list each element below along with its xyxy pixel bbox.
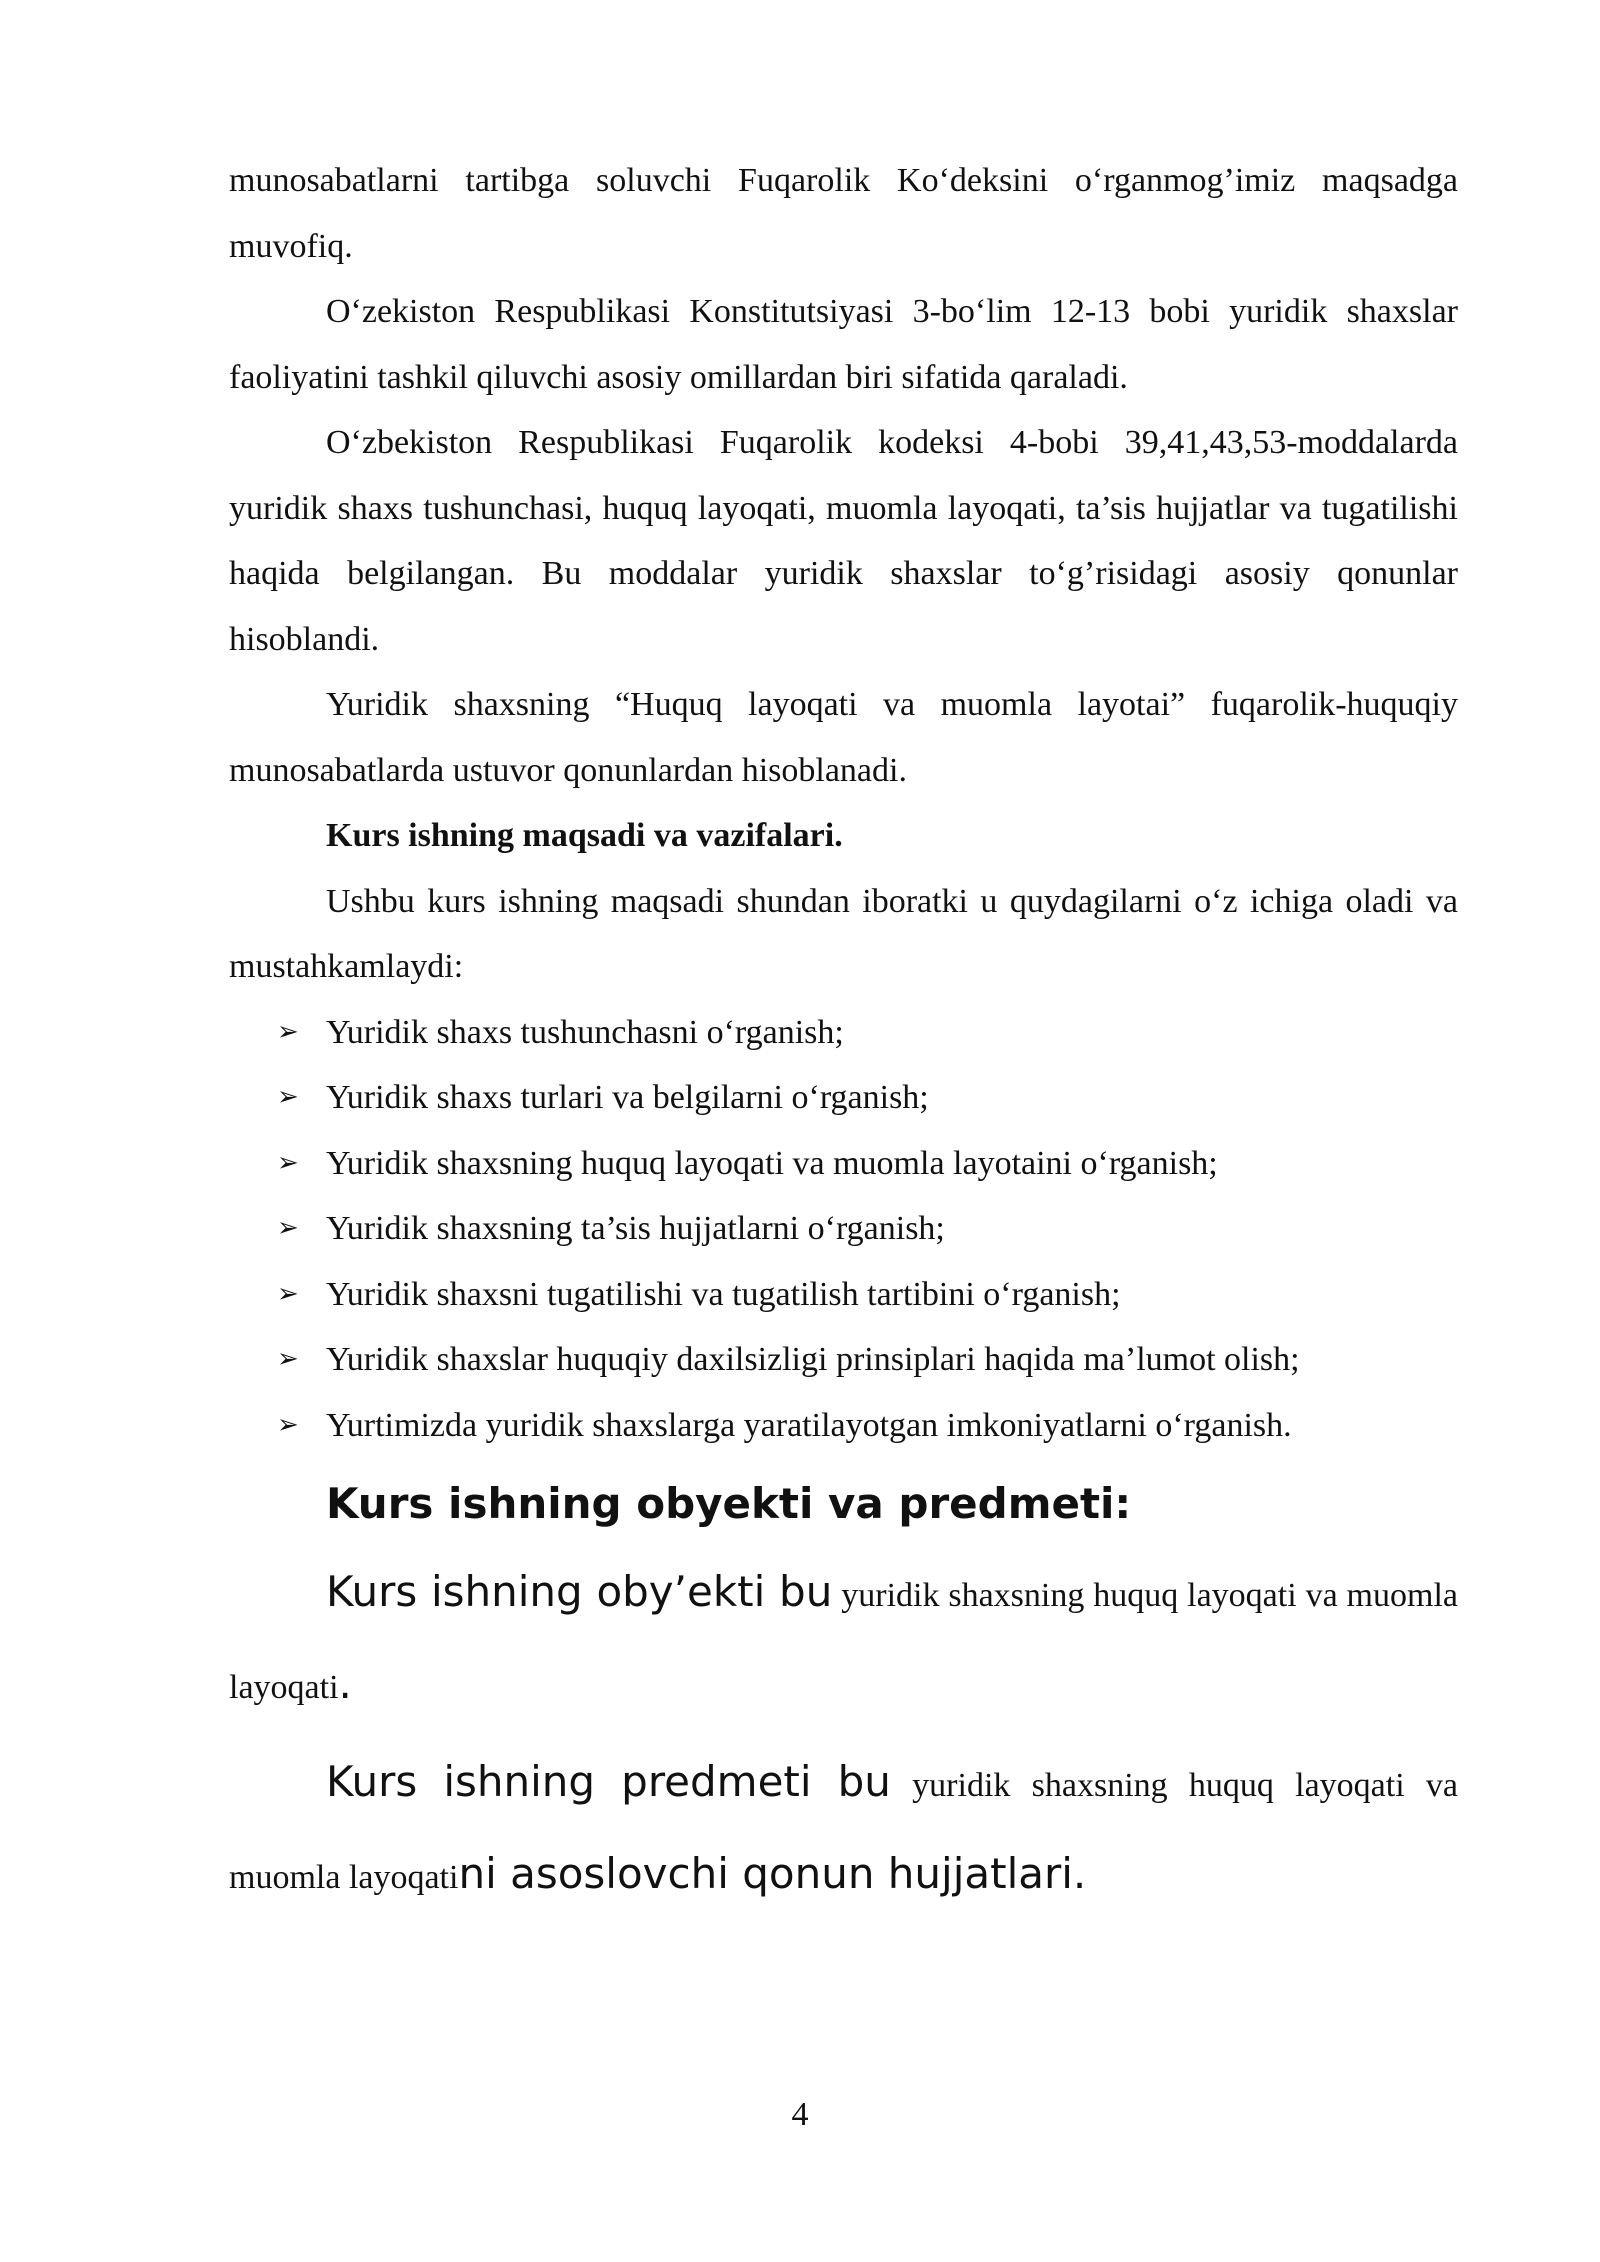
object-subject-heading: Kurs ishning obyekti va predmeti: bbox=[326, 1479, 1132, 1528]
arrow-bullet-icon: ➢ bbox=[277, 1278, 299, 1309]
paragraph-legal-capacity: Yuridik shaxsning “Huquq layoqati va muomla layotai” fuqarolik-huquqiy munosabatlarda ustuvor qonunlardan hisoblanadi. bbox=[229, 686, 1458, 789]
list-item bbox=[229, 1131, 1458, 1197]
list-item-text: Yuridik shaxsning ta’sis hujjatlarni o‘rganish; bbox=[326, 1210, 945, 1247]
list-item-text: Yuridik shaxsning huquq layoqati va muomla layotaini o‘rganish; bbox=[326, 1144, 1218, 1182]
list-item bbox=[229, 1393, 1458, 1459]
list-item-text: Yuridik shaxs turlari va belgilarni o‘rganish; bbox=[326, 1079, 929, 1116]
document-page bbox=[229, 148, 1458, 1922]
list-item bbox=[229, 1065, 1458, 1131]
subject-paragraph bbox=[229, 1738, 1458, 1922]
list-item bbox=[229, 1000, 1458, 1066]
goals-intro: Ushbu kurs ishning maqsadi shundan iboratki u quydagilarni o‘z ichiga oladi va mustahkamlaydi: bbox=[229, 882, 1458, 985]
subject-end-text: ni asoslovchi qonun hujjatlari. bbox=[458, 1849, 1087, 1898]
object-end-text: . bbox=[338, 1659, 352, 1708]
list-item-text: Yuridik shaxs tushunchasni o‘rganish; bbox=[326, 1013, 844, 1051]
paragraph-intro-continuation: munosabatlarni tartibga soluvchi Fuqarolik Ko‘deksini o‘rganmog’imiz maqsadga muvofiq. bbox=[229, 162, 1458, 265]
arrow-bullet-icon: ➢ bbox=[277, 1016, 299, 1047]
subject-rest-text: yuridik shaxsning huquq layoqati va muomla layoqati bbox=[229, 1767, 1459, 1896]
list-item bbox=[229, 1327, 1458, 1393]
arrow-bullet-icon: ➢ bbox=[277, 1213, 299, 1243]
list-item bbox=[229, 1196, 1458, 1262]
object-paragraph bbox=[229, 1548, 1458, 1732]
list-item-text: Yurtimizda yuridik shaxslarga yaratilayotgan imkoniyatlarni o‘rganish. bbox=[326, 1406, 1292, 1444]
goals-list bbox=[229, 1000, 1458, 1459]
arrow-bullet-icon: ➢ bbox=[277, 1409, 299, 1440]
list-item bbox=[229, 1262, 1458, 1328]
object-rest-text: yuridik shaxsning huquq layoqati va muomla layoqati bbox=[229, 1577, 1458, 1706]
paragraph-civil-code: O‘zbekiston Respublikasi Fuqarolik kodeksi 4-bobi 39,41,43,53-moddalarda yuridik shaxs tushunchasi, huquq layoqati, muomla layoqati, ta’sis hujjatlar va tugatilishi haqida belgilangan. Bu moddalar yuridik shaxslar to‘g’risidagi asosiy qonunlar hisoblandi. bbox=[229, 424, 1458, 658]
arrow-bullet-icon: ➢ bbox=[277, 1147, 299, 1178]
paragraph-constitution: O‘zekiston Respublikasi Konstitutsiyasi 3-bo‘lim 12-13 bobi yuridik shaxslar faoliyatini tashkil qiluvchi asosiy omillardan biri sifatida qaraladi. bbox=[229, 293, 1458, 396]
list-item-text: Yuridik shaxsni tugatilishi va tugatilish tartibini o‘rganish; bbox=[326, 1275, 1121, 1313]
list-item-text: Yuridik shaxslar huquqiy daxilsizligi prinsiplari haqida ma’lumot olish; bbox=[326, 1341, 1300, 1378]
object-lead-text: Kurs ishning oby’ekti bu bbox=[326, 1567, 833, 1616]
goals-heading: Kurs ishning maqsadi va vazifalari. bbox=[326, 817, 843, 854]
page-number: 4 bbox=[791, 2096, 809, 2133]
arrow-bullet-icon: ➢ bbox=[277, 1082, 299, 1112]
subject-lead-text: Kurs ishning predmeti bu bbox=[326, 1757, 891, 1806]
arrow-bullet-icon: ➢ bbox=[277, 1344, 299, 1374]
